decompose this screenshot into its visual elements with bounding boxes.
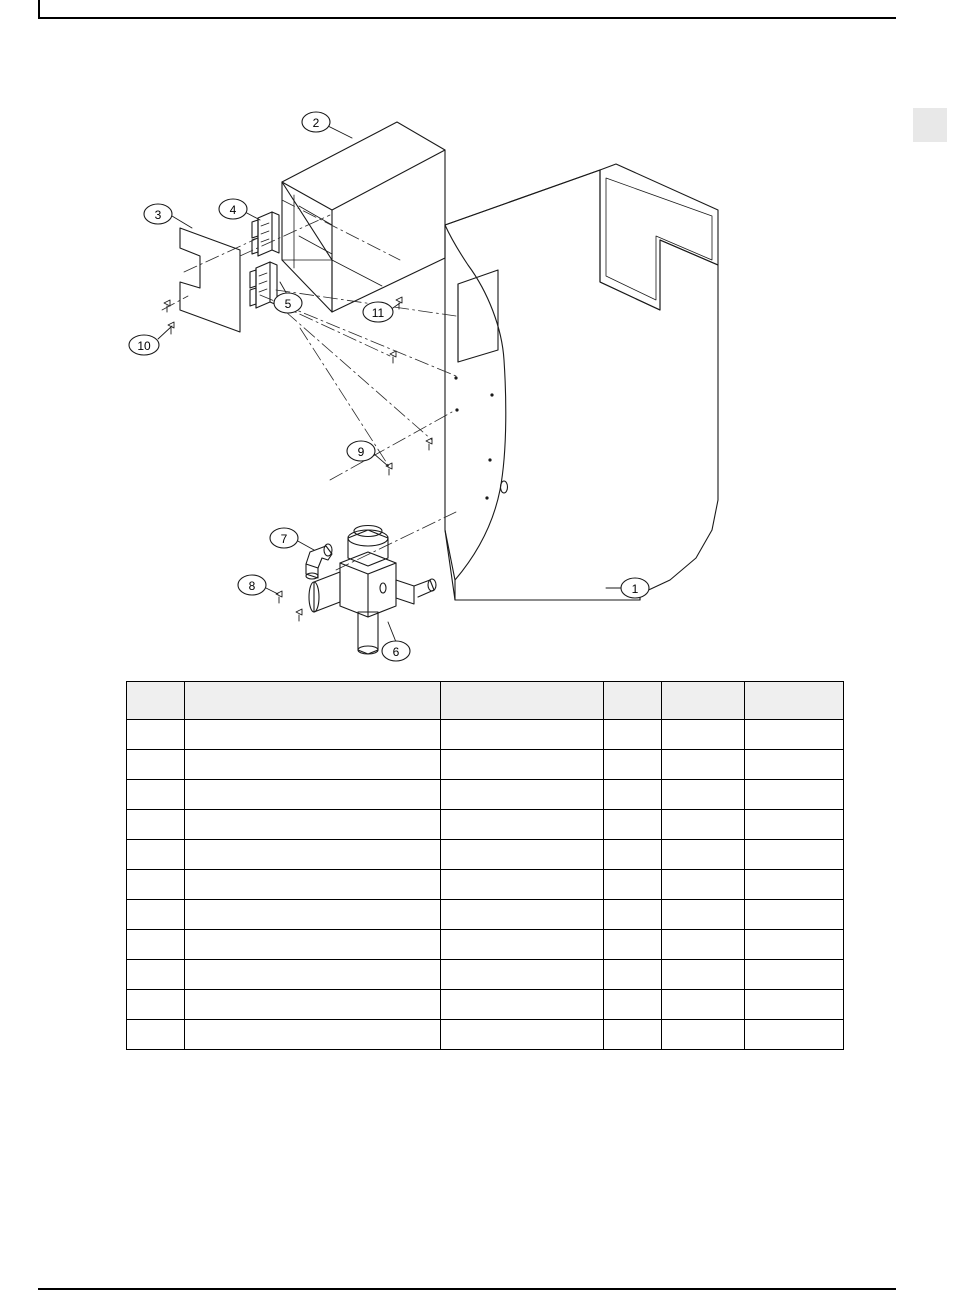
table-row — [127, 840, 844, 870]
cell-item — [127, 900, 185, 930]
column-header-description — [184, 682, 440, 720]
cell-desc — [184, 780, 440, 810]
cell-item — [127, 870, 185, 900]
page-corner-tab — [913, 108, 947, 142]
cell-unit — [662, 930, 745, 960]
table-row — [127, 900, 844, 930]
cell-item — [127, 750, 185, 780]
table-body — [127, 720, 844, 1050]
cell-part — [441, 780, 604, 810]
cell-unit — [662, 720, 745, 750]
header-rule — [38, 17, 896, 19]
callout-label-8: 8 — [248, 579, 256, 593]
cell-part — [441, 990, 604, 1020]
cell-desc — [184, 870, 440, 900]
cell-qty — [604, 990, 662, 1020]
cell-notes — [744, 930, 843, 960]
column-header-part-number — [441, 682, 604, 720]
cell-desc — [184, 1020, 440, 1050]
cell-unit — [662, 780, 745, 810]
page-left-bar — [38, 0, 40, 17]
cell-unit — [662, 960, 745, 990]
cell-item — [127, 780, 185, 810]
table-row — [127, 1020, 844, 1050]
cell-desc — [184, 960, 440, 990]
callout-label-5: 5 — [284, 297, 292, 311]
cell-desc — [184, 750, 440, 780]
table-row — [127, 870, 844, 900]
table-row — [127, 960, 844, 990]
cell-unit — [662, 750, 745, 780]
cell-notes — [744, 900, 843, 930]
cell-qty — [604, 810, 662, 840]
column-header-notes — [744, 682, 843, 720]
cell-notes — [744, 1020, 843, 1050]
cell-notes — [744, 840, 843, 870]
cell-item — [127, 990, 185, 1020]
cell-desc — [184, 840, 440, 870]
cell-desc — [184, 900, 440, 930]
callout-label-9: 9 — [357, 445, 365, 459]
cell-desc — [184, 990, 440, 1020]
cell-notes — [744, 720, 843, 750]
callout-label-10: 10 — [137, 339, 151, 353]
cell-part — [441, 840, 604, 870]
cell-qty — [604, 960, 662, 990]
callout-label-6: 6 — [392, 645, 400, 659]
cell-notes — [744, 960, 843, 990]
callout-label-7: 7 — [280, 532, 288, 546]
cell-item — [127, 1020, 185, 1050]
exploded-assembly-diagram — [100, 60, 860, 670]
cell-item — [127, 840, 185, 870]
cell-item — [127, 960, 185, 990]
table-row — [127, 810, 844, 840]
table-row — [127, 720, 844, 750]
table-row — [127, 990, 844, 1020]
cell-item — [127, 720, 185, 750]
cell-unit — [662, 990, 745, 1020]
cell-qty — [604, 870, 662, 900]
cell-item — [127, 930, 185, 960]
cell-qty — [604, 750, 662, 780]
column-header-item — [127, 682, 185, 720]
callout-label-1: 1 — [631, 582, 639, 596]
cell-notes — [744, 990, 843, 1020]
cell-part — [441, 810, 604, 840]
table-row — [127, 750, 844, 780]
cell-unit — [662, 810, 745, 840]
cell-unit — [662, 1020, 745, 1050]
cell-qty — [604, 900, 662, 930]
cell-unit — [662, 870, 745, 900]
cell-desc — [184, 810, 440, 840]
table-header-row — [127, 682, 844, 720]
callout-label-3: 3 — [154, 208, 162, 222]
cell-desc — [184, 930, 440, 960]
cell-notes — [744, 810, 843, 840]
table-row — [127, 780, 844, 810]
cell-unit — [662, 840, 745, 870]
cell-qty — [604, 720, 662, 750]
cell-qty — [604, 780, 662, 810]
cell-notes — [744, 870, 843, 900]
table-row — [127, 930, 844, 960]
callout-label-2: 2 — [312, 116, 320, 130]
column-header-unit — [662, 682, 745, 720]
footer-rule — [38, 1288, 896, 1290]
cell-item — [127, 810, 185, 840]
cell-desc — [184, 720, 440, 750]
callout-label-4: 4 — [229, 203, 237, 217]
cell-part — [441, 960, 604, 990]
cell-qty — [604, 840, 662, 870]
cell-part — [441, 870, 604, 900]
cell-part — [441, 1020, 604, 1050]
cell-notes — [744, 780, 843, 810]
cell-qty — [604, 1020, 662, 1050]
column-header-quantity — [604, 682, 662, 720]
cell-part — [441, 930, 604, 960]
parts-list — [126, 681, 844, 1050]
callout-label-11: 11 — [371, 306, 385, 320]
cell-qty — [604, 930, 662, 960]
cell-part — [441, 750, 604, 780]
cell-part — [441, 720, 604, 750]
cell-part — [441, 900, 604, 930]
cell-notes — [744, 750, 843, 780]
cell-unit — [662, 900, 745, 930]
